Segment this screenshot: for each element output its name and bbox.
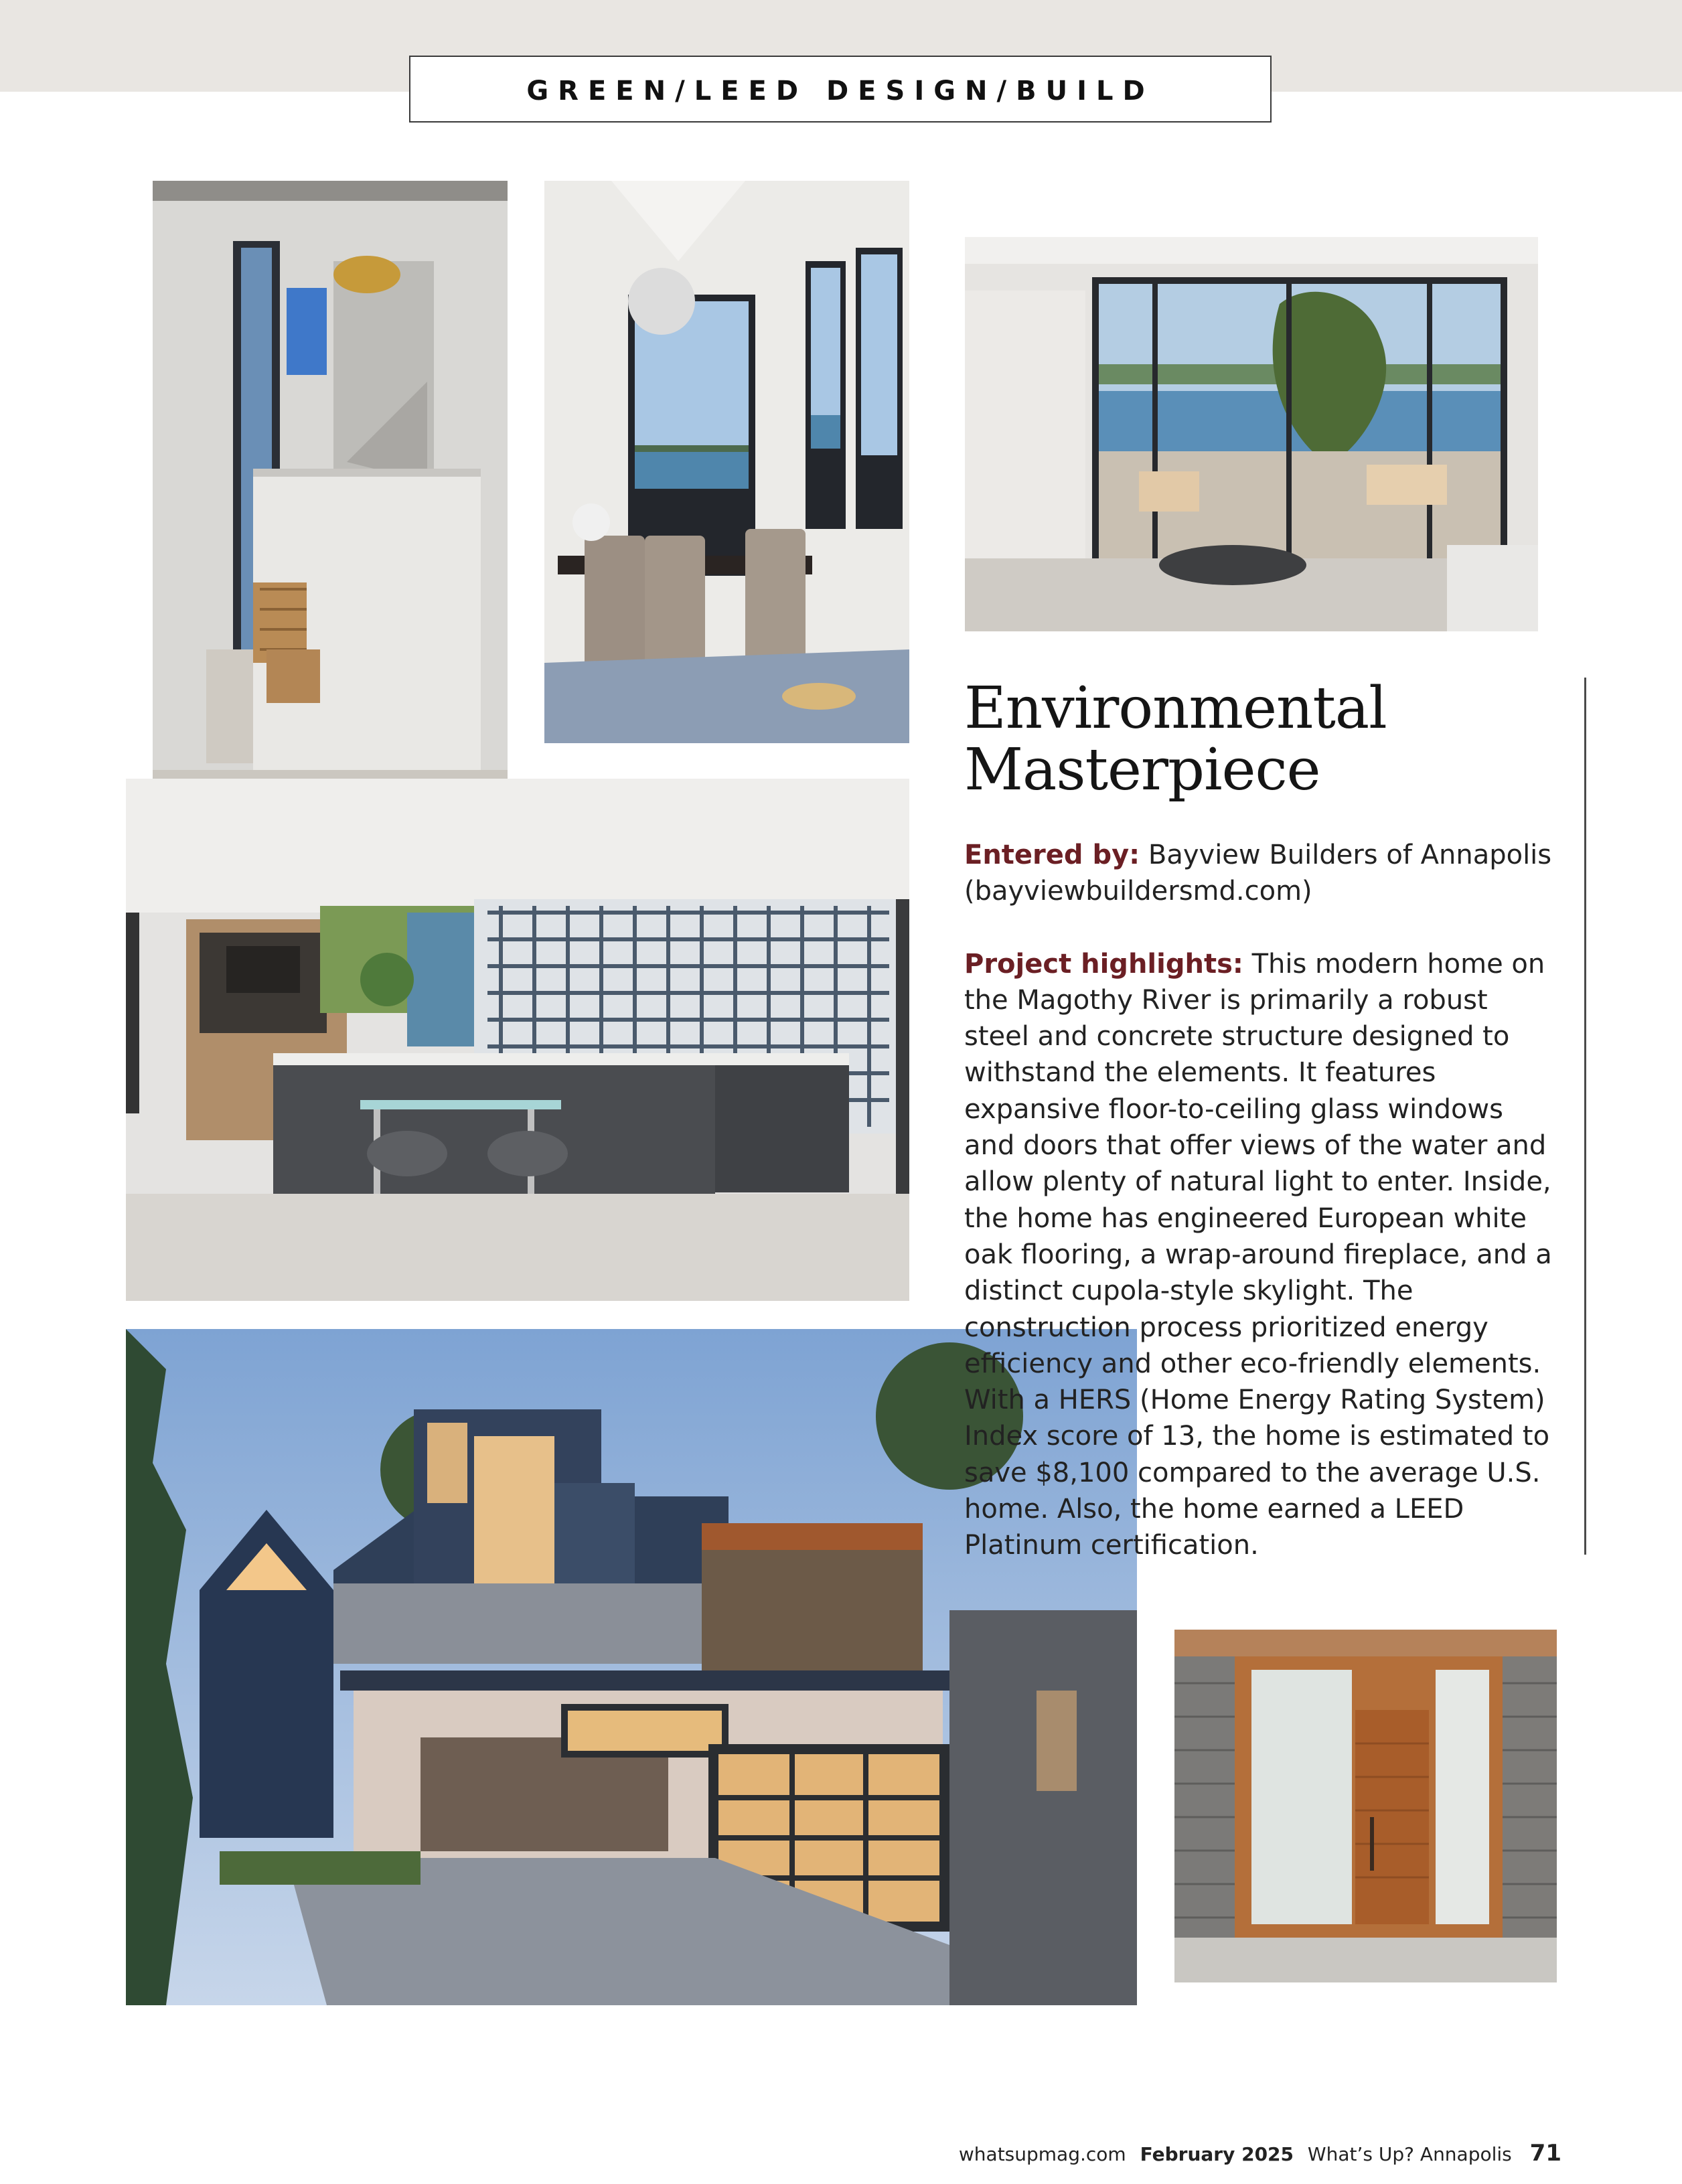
page-number: 71 (1529, 2140, 1561, 2167)
highlights-text: This modern home on the Magothy River is primarily a robust steel and concrete structure designed to withstand the elements. It features expansive floor-to-ceiling glass windows and doors that offer views of the water and allow plenty of natural light to enter. Inside, the home has engineered European white oak flooring, a wrap-around fireplace, and a distinct cupola-style skylight. The construction process prioritized energy efficiency and other eco-friendly elements. With a HERS (Home Energy Rating System) Index score of 13, the home is estimated to save $8,100 compared to the average U.S. home. Also, the home earned a LEED Platinum certification. (964, 948, 1552, 1561)
highlights-paragraph (964, 946, 1560, 1564)
section-label: GREEN/LEED DESIGN/BUILD (526, 76, 1154, 106)
footer-site: whatsupmag.com (958, 2143, 1126, 2165)
entered-by-paragraph (964, 837, 1560, 910)
footer-issue: February 2025 (1140, 2143, 1294, 2165)
entered-by-label: Entered by: (964, 840, 1140, 870)
page-footer (951, 2140, 1561, 2167)
footer-publication: What’s Up? Annapolis (1307, 2143, 1512, 2165)
dining-room-photo (544, 181, 909, 743)
vertical-rule (1584, 678, 1586, 1555)
article-body (964, 837, 1560, 1600)
entered-by-text: Bayview Builders of Annapolis (bayviewbuildersmd.com) (964, 840, 1552, 907)
section-label-box (409, 56, 1272, 123)
stairwell-photo (153, 181, 508, 815)
highlights-label: Project highlights: (964, 948, 1243, 980)
kitchen-photo (126, 779, 909, 1301)
water-view-room-photo (965, 237, 1538, 631)
article-headline: Environmental Masterpiece (964, 675, 1387, 803)
front-door-photo (1174, 1630, 1557, 1982)
